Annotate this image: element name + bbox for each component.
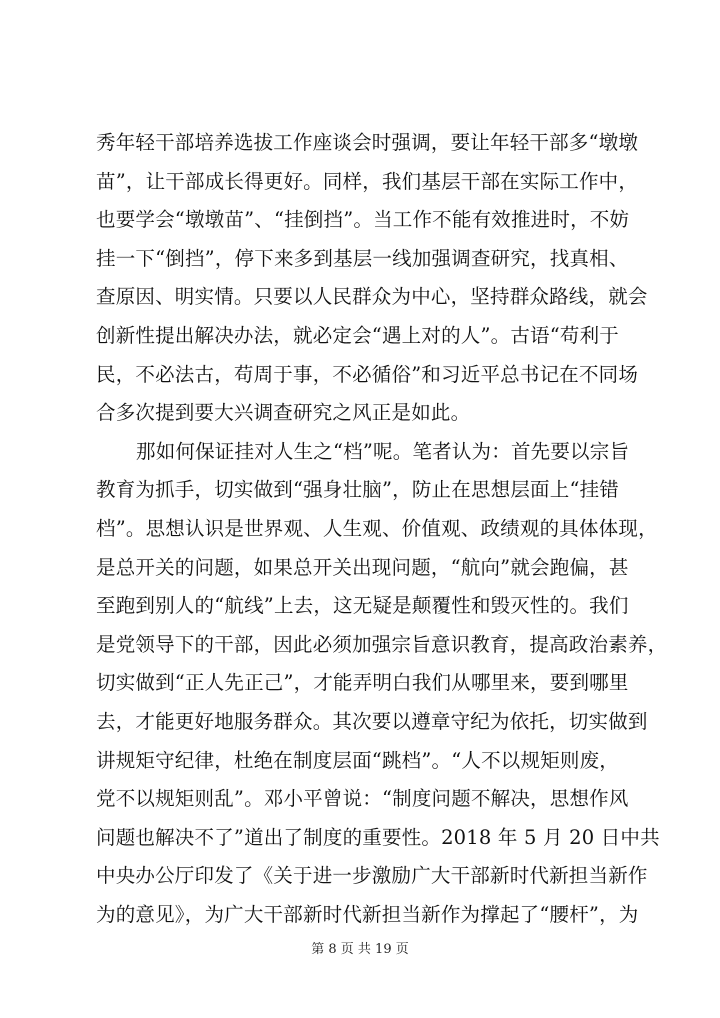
text-line: 为的意见》，为广大干部新时代新担当新作为撑起了“腰杆”，为 [96, 902, 639, 926]
text-line: 教育为抓手，切实做到“强身壮脑”，防止在思想层面上“挂错 [96, 478, 620, 502]
text-line: 去，才能更好地服务群众。其次要以遵章守纪为依托，切实做到 [96, 709, 648, 733]
text-line: 讲规矩守纪律，杜绝在制度层面“跳档”。“人不以规矩则废， [96, 748, 620, 772]
text-line: 是总开关的问题，如果总开关出现问题，“航向”就会跑偏，甚 [96, 555, 629, 579]
text-line: 查原因、明实情。只要以人民群众为中心，坚持群众路线，就会 [96, 285, 648, 309]
text-line: 档”。思想认识是世界观、人生观、价值观、政绩观的具体体现， [96, 516, 658, 540]
text-line: 合多次提到要大兴调查研究之风正是如此。 [96, 401, 471, 425]
text-line: 也要学会“墩墩苗”、“挂倒挡”。当工作不能有效推进时，不妨 [96, 208, 630, 232]
text-line: 至跑到别人的“航线”上去，这无疑是颠覆性和毁灭性的。我们 [96, 594, 629, 618]
text-line: 问题也解决不了”道出了制度的重要性。2018 年 5 月 20 日中共 [96, 825, 660, 849]
text-line: 中央办公厅印发了《关于进一步激励广大干部新时代新担当新作 [96, 864, 648, 888]
page-number-footer: 第 8 页 共 19 页 [311, 942, 409, 957]
text-line: 民，不必法古，苟周于事，不必循俗”和习近平总书记在不同场 [96, 362, 639, 386]
text-line: 是党领导下的干部，因此必须加强宗旨意识教育，提高政治素养， [96, 632, 668, 656]
text-line: 切实做到“正人先正己”，才能弄明白我们从哪里来，要到哪里 [96, 671, 629, 695]
text-line: 创新性提出解决办法，就必定会“遇上对的人”。古语“苟利于 [96, 323, 620, 347]
text-line: 党不以规矩则乱”。邓小平曾说：“制度问题不解决，思想作风 [96, 787, 629, 811]
text-line: 苗”，让干部成长得更好。同样，我们基层干部在实际工作中， [96, 169, 639, 193]
paragraph-start-line: 那如何保证挂对人生之“档”呢。笔者认为：首先要以宗旨 [136, 439, 630, 463]
text-line: 秀年轻干部培养选拔工作座谈会时强调，要让年轻干部多“墩墩 [96, 131, 639, 154]
document-body [96, 124, 668, 934]
text-line: 挂一下“倒挡”，停下来多到基层一线加强调查研究，找真相、 [96, 246, 629, 270]
